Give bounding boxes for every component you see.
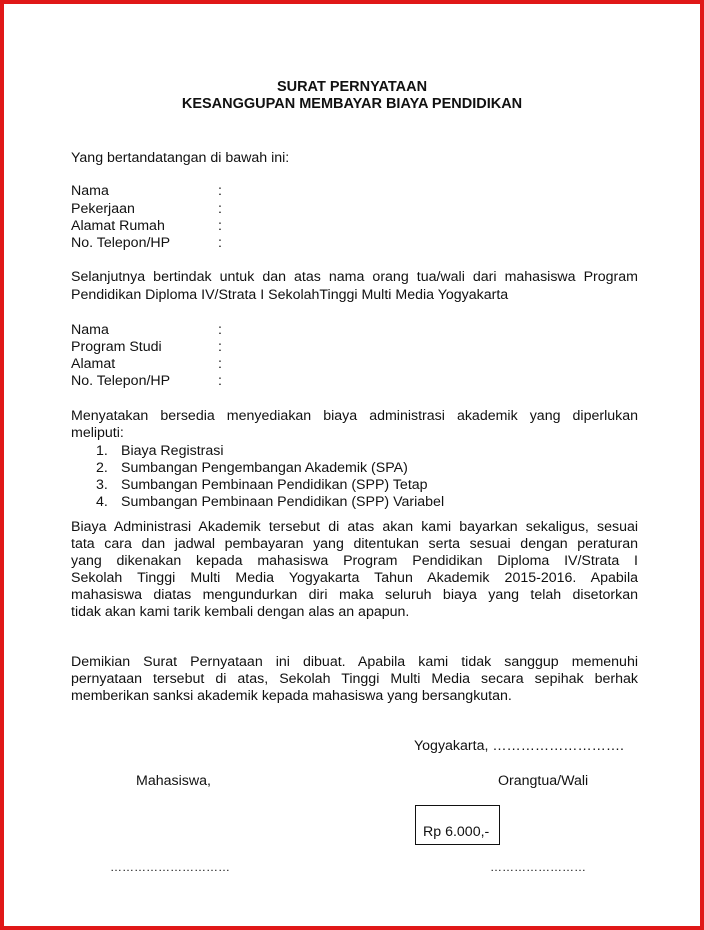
statement-line-1: Menyatakan bersedia menyediakan biaya administrasi akademik yang diperlukan: [71, 408, 638, 424]
list-item-number: 3.: [96, 477, 108, 493]
field-colon: :: [218, 235, 222, 251]
stamp-duty-amount: Rp 6.000,-: [423, 824, 490, 840]
list-item-number: 4.: [96, 494, 108, 510]
paragraph-line: Biaya Administrasi Akademik tersebut di atas akan kami bayarkan sekaligus, sesuai: [71, 519, 638, 535]
paragraph-line: Sekolah Tinggi Multi Media Yogyakarta Tahun Akademik 2015-2016. Apabila: [71, 570, 638, 586]
student-program-label: Program Studi: [71, 339, 162, 355]
representation-line-2: Pendidikan Diploma IV/Strata I SekolahTinggi Multi Media Yogyakarta: [71, 287, 509, 303]
paragraph-line: tidak akan kami tarik kembali dengan alas an apapun.: [71, 604, 410, 620]
signer-job-label: Pekerjaan: [71, 201, 135, 217]
field-colon: :: [218, 322, 222, 338]
document-subtitle: KESANGGUPAN MEMBAYAR BIAYA PENDIDIKAN: [181, 96, 523, 112]
list-item: Sumbangan Pengembangan Akademik (SPA): [121, 460, 408, 476]
paragraph-line: Demikian Surat Pernyataan ini dibuat. Apabila kami tidak sanggup memenuhi: [71, 654, 638, 670]
field-colon: :: [218, 183, 222, 199]
paragraph-line: yang dikenakan kepada mahasiswa Program Pendidikan Diploma IV/Strata I: [71, 553, 638, 569]
list-item: Sumbangan Pembinaan Pendidikan (SPP) Tetap: [121, 477, 428, 493]
student-address-label: Alamat: [71, 356, 116, 372]
paragraph-line: tata cara dan jadwal pembayaran yang ditentukan serta sesuai dengan peraturan: [71, 536, 638, 552]
paragraph-line: memberikan sanksi akademik kepada mahasiswa yang bersangkutan.: [71, 688, 512, 704]
student-signature-line: …………………………: [110, 860, 230, 874]
list-item: Sumbangan Pembinaan Pendidikan (SPP) Variabel: [121, 494, 445, 510]
student-signature-label: Mahasiswa,: [136, 773, 211, 789]
field-colon: :: [218, 339, 222, 355]
field-colon: :: [218, 201, 222, 217]
student-name-label: Nama: [71, 322, 109, 338]
signer-name-label: Nama: [71, 183, 109, 199]
signer-address-label: Alamat Rumah: [71, 218, 165, 234]
intro-text: Yang bertandatangan di bawah ini:: [71, 150, 290, 166]
signer-phone-label: No. Telepon/HP: [71, 235, 171, 251]
paragraph-line: pernyataan tersebut di atas, Sekolah Tinggi Multi Media secara sepihak berhak: [71, 671, 638, 687]
student-phone-label: No. Telepon/HP: [71, 373, 171, 389]
document-title: SURAT PERNYATAAN: [276, 79, 428, 95]
list-item-number: 2.: [96, 460, 108, 476]
list-item-number: 1.: [96, 443, 108, 459]
field-colon: :: [218, 356, 222, 372]
statement-line-2: meliputi:: [71, 425, 124, 441]
field-colon: :: [218, 373, 222, 389]
list-item: Biaya Registrasi: [121, 443, 224, 459]
guardian-signature-line: ……………………: [490, 860, 586, 874]
paragraph-line: mahasiswa diatas mengundurkan diri maka seluruh biaya yang telah disetorkan: [71, 587, 638, 603]
field-colon: :: [218, 218, 222, 234]
place-date: Yogyakarta, ……………………….: [414, 738, 624, 754]
guardian-signature-label: Orangtua/Wali: [498, 773, 589, 789]
representation-line-1: Selanjutnya bertindak untuk dan atas nama orang tua/wali dari mahasiswa Program: [71, 269, 638, 285]
